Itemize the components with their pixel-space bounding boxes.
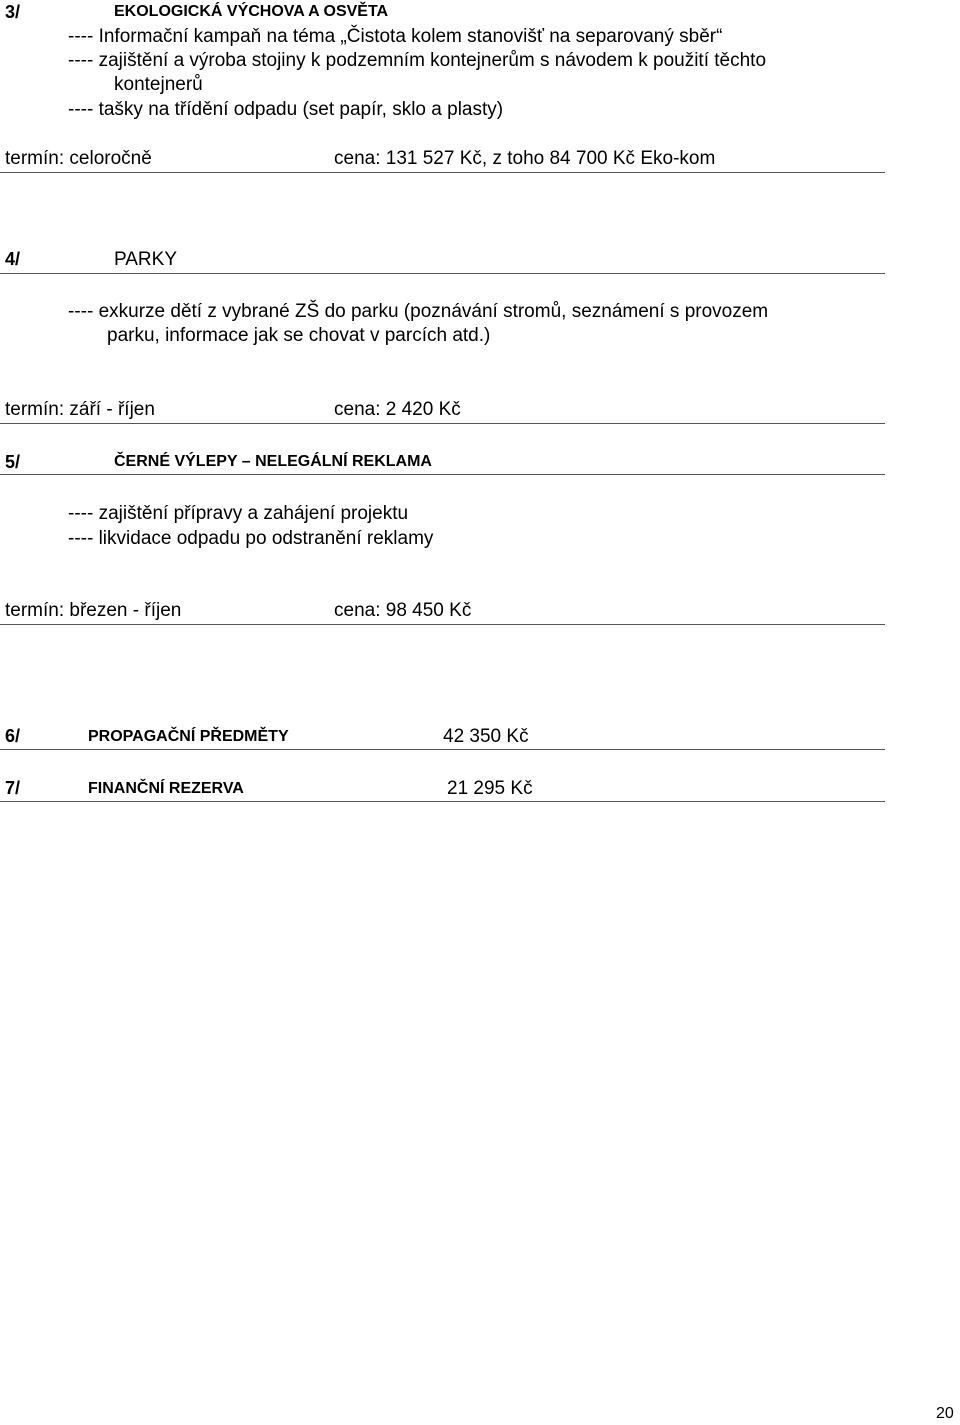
section-3-divider [0, 172, 885, 173]
section-5-item-1: ---- zajištění přípravy a zahájení projektu [68, 503, 409, 524]
section-4-number: 4/ [5, 249, 21, 269]
section-4-item-1-cont: parku, informace jak se chovat v parcích atd.) [107, 325, 491, 346]
section-3-term: termín: celoročně [5, 148, 152, 169]
section-4-title: PARKY [114, 249, 178, 270]
section-4-item-1: ---- exkurze dětí z vybrané ZŠ do parku (poznávání stromů, seznámení s provozem [68, 301, 769, 322]
section-5-term-divider [0, 624, 885, 625]
section-3-price: cena: 131 527 Kč, z toho 84 700 Kč Eko-kom [334, 148, 716, 169]
section-7-divider [0, 801, 885, 802]
section-5-divider [0, 474, 885, 475]
section-3-item-3: ---- tašky na třídění odpadu (set papír, sklo a plasty) [68, 99, 504, 120]
section-5-term: termín: březen - říjen [5, 600, 182, 621]
section-5-item-2: ---- likvidace odpadu po odstranění reklamy [68, 528, 434, 549]
section-5-title: ČERNÉ VÝLEPY – NELEGÁLNÍ REKLAMA [114, 453, 432, 470]
section-6-price: 42 350 Kč [443, 726, 529, 747]
section-6-number: 6/ [5, 726, 21, 746]
section-4-price: cena: 2 420 Kč [334, 399, 461, 420]
section-4-term-divider [0, 423, 885, 424]
section-6-title: PROPAGAČNÍ PŘEDMĚTY [88, 728, 289, 745]
section-3-item-2-cont: kontejnerů [114, 74, 203, 95]
section-3-title: EKOLOGICKÁ VÝCHOVA A OSVĚTA [114, 3, 389, 20]
section-3-item-2: ---- zajištění a výroba stojiny k podzemním kontejnerům s návodem k použití těchto [68, 50, 767, 71]
section-5-price: cena: 98 450 Kč [334, 600, 472, 621]
section-7-price: 21 295 Kč [447, 778, 533, 799]
section-3-number: 3/ [5, 2, 21, 22]
section-7-number: 7/ [5, 778, 21, 798]
section-4-divider [0, 273, 885, 274]
section-3-item-1: ---- Informační kampaň na téma „Čistota kolem stanovišť na separovaný sběr“ [68, 26, 723, 47]
page-number: 20 [936, 1405, 954, 1422]
section-4-term: termín: září - říjen [5, 399, 155, 420]
section-7-title: FINANČNÍ REZERVA [88, 780, 244, 797]
section-6-divider [0, 749, 885, 750]
section-5-number: 5/ [5, 452, 21, 472]
